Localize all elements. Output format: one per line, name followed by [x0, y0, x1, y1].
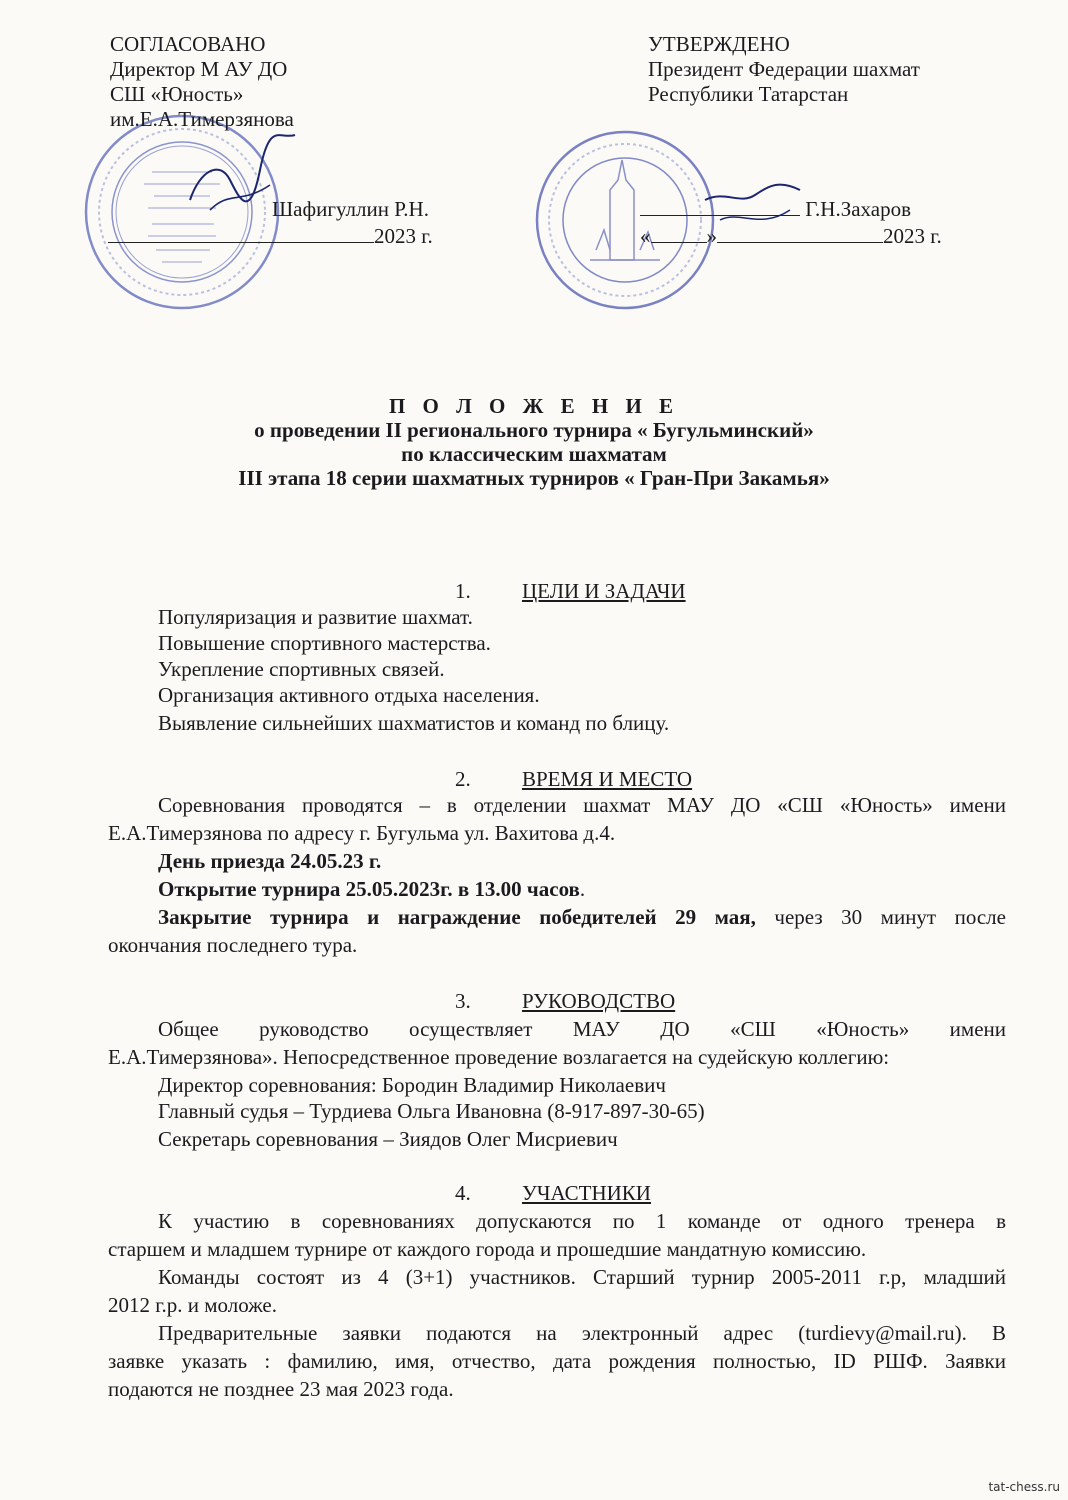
title-line-3: по классическим шахматам: [401, 442, 667, 466]
section-1-number: 1.: [455, 579, 471, 603]
closing-line-2: окончания последнего тура.: [108, 933, 358, 957]
competition-secretary: Секретарь соревнования – Зиядов Олег Мисриевич: [158, 1127, 618, 1151]
site-watermark: tat-chess.ru: [988, 1480, 1060, 1494]
agreed-heading: СОГЛАСОВАНО: [110, 32, 266, 56]
section-4-title: УЧАСТНИКИ: [522, 1181, 651, 1205]
competition-director: Директор соревнования: Бородин Владимир Николаевич: [158, 1073, 666, 1097]
section-3-number: 3.: [455, 989, 471, 1013]
goal-line-2: Повышение спортивного мастерства.: [158, 631, 491, 655]
agreed-position: Директор М АУ ДО: [110, 57, 288, 81]
section-4-number: 4.: [455, 1181, 471, 1205]
approved-position: Президент Федерации шахмат: [648, 57, 920, 81]
agreed-date-year: 2023 г.: [374, 224, 433, 248]
applications-line-3: подаются не позднее 23 мая 2023 года.: [108, 1377, 454, 1401]
applications-line-1: Предварительные заявки подаются на электронный адрес (turdievy@mail.ru). В: [158, 1321, 1006, 1345]
venue-line-2: Е.А.Тимерзянова по адресу г. Бугульма ул. Вахитова д.4.: [108, 821, 616, 845]
opening-time: Открытие турнира 25.05.2023г. в 13.00 часов.: [158, 877, 586, 901]
participants-line-1: К участию в соревнованиях допускаются по 1 команде от одного тренера в: [158, 1209, 1006, 1233]
agreed-date: [108, 224, 433, 249]
title-line-1: П О Л О Ж Е Н И Е: [388, 394, 680, 418]
agreed-signer: Шафигуллин Р.Н.: [272, 197, 429, 221]
closing-bold-text: Закрытие турнира и награждение победителей 29 мая,: [158, 905, 756, 929]
applications-line-2: заявке указать : фамилию, имя, отчество, дата рождения полностью, ID РШФ. Заявки: [108, 1349, 1006, 1373]
teams-line-2: 2012 г.р. и моложе.: [108, 1293, 278, 1317]
participants-line-2: старшем и младшем турнире от каждого города и прошедшие мандатную комиссию.: [108, 1237, 867, 1261]
arrival-day-text: День приезда 24.05.23 г.: [158, 849, 382, 873]
chief-judge: Главный судья – Турдиева Ольга Ивановна (8-917-897-30-65): [158, 1099, 705, 1123]
approved-signer: Г.Н.Захаров: [805, 197, 911, 221]
agreed-org-name: им.Е.А.Тимерзянова: [110, 107, 294, 131]
title-line-4: III этапа 18 серии шахматных турниров « Гран-При Закамья»: [238, 466, 830, 490]
approved-signer-line: [640, 197, 911, 222]
document-title: [0, 394, 1068, 490]
approved-org: Республики Татарстан: [648, 82, 849, 106]
goal-line-4: Организация активного отдыха населения.: [158, 683, 540, 707]
date-quote-close: »: [706, 224, 717, 248]
agreed-org: СШ «Юность»: [110, 82, 244, 106]
section-1-title: ЦЕЛИ И ЗАДАЧИ: [522, 579, 686, 603]
venue-line-1: Соревнования проводятся – в отделении шахмат МАУ ДО «СШ «Юность» имени: [158, 793, 1006, 817]
management-line-1: Общее руководство осуществляет МАУ ДО «СШ «Юность» имени: [158, 1017, 1006, 1041]
management-line-2: Е.А.Тимерзянова». Непосредственное проведение возлагается на судейскую коллегию:: [108, 1045, 890, 1069]
section-2-title: ВРЕМЯ И МЕСТО: [522, 767, 693, 791]
section-3-title: РУКОВОДСТВО: [522, 989, 676, 1013]
approved-heading: УТВЕРЖДЕНО: [648, 32, 790, 56]
teams-line-1: Команды состоят из 4 (3+1) участников. Старший турнир 2005-2011 г.р, младший: [158, 1265, 1006, 1289]
arrival-day: [158, 849, 381, 874]
approval-block-agreed: [110, 32, 294, 132]
approval-block-approved: [648, 32, 920, 107]
goal-line-1: Популяризация и развитие шахмат.: [158, 605, 473, 629]
title-line-2: о проведении II регионального турнира « Бугульминский»: [254, 418, 814, 442]
approved-date: [640, 224, 942, 249]
closing-rest-text: через 30 минут после: [755, 905, 1006, 929]
date-quote-open: «: [640, 224, 651, 248]
opening-time-text: Открытие турнира 25.05.2023г. в 13.00 часов: [158, 877, 580, 901]
section-2-number: 2.: [455, 767, 471, 791]
goal-line-5: Выявление сильнейших шахматистов и команд по блицу.: [158, 711, 670, 735]
approved-date-year: 2023 г.: [883, 224, 942, 248]
goal-line-3: Укрепление спортивных связей.: [158, 657, 445, 681]
closing-line-1: [108, 905, 1006, 930]
